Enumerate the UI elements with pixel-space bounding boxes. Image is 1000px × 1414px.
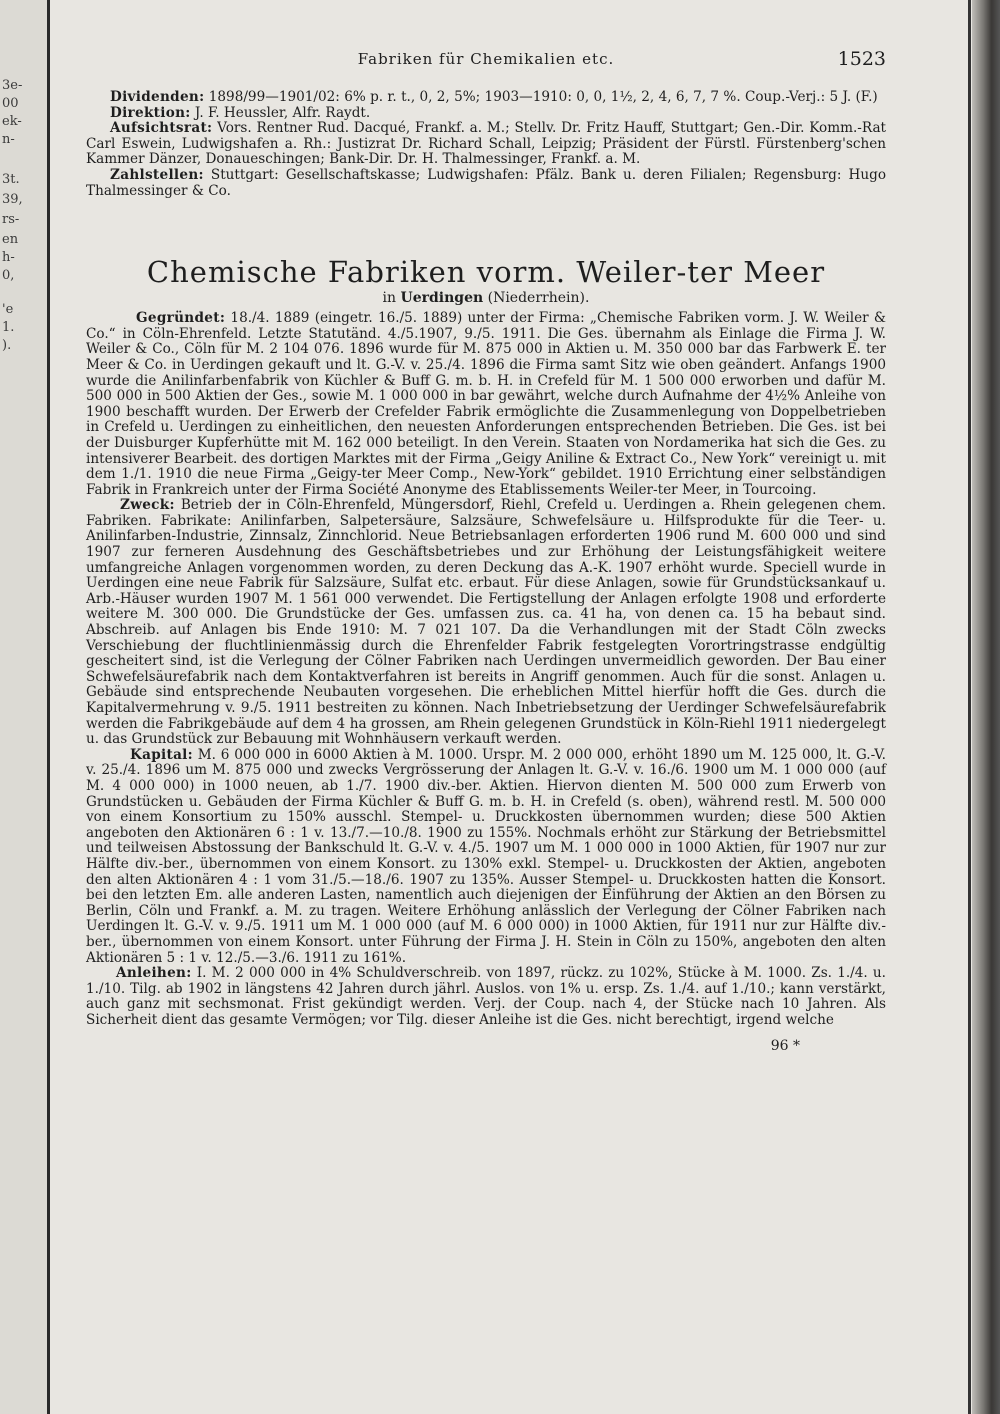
margin-fragment: 'e (2, 302, 14, 317)
location-suffix: (Niederrhein). (487, 290, 590, 307)
margin-fragment: 00 (2, 96, 19, 111)
location-city: Uerdingen (400, 290, 484, 307)
kapital-label: Kapital: (130, 746, 193, 763)
margin-fragment: h- (2, 250, 15, 265)
margin-fragment: ). (2, 338, 12, 353)
anleihen-label: Anleihen: (116, 965, 192, 982)
anleihen-text: I. M. 2 000 000 in 4% Schuldverschreib. von 1897, rückz. zu 102%, Stücke à M. 1000. Zs. 1./4. u. 1./10. Tilg. ab 1902 in längstens 42 Jahren durch jährl. Auslos. von 1% u. ersp. Zs. 1./4. auf 1./10.; kann verstärkt, auch ganz mit sechsmonat. Frist gekündigt werden. Verj. der Coup. nach 4, der Stücke nach 10 Jahren. Als Sicherheit dient das gesamte Vermögen; vor Tilg. dieser Anleihe ist die Ges. nicht berechtigt, irgend welche (86, 965, 887, 1028)
direktion-paragraph (86, 106, 886, 122)
zahlstellen-paragraph (86, 168, 886, 199)
aufsichtsrat-paragraph (86, 121, 886, 168)
margin-fragment: en (2, 232, 19, 247)
zweck-text: Betrieb der in Cöln-Ehrenfeld, Müngersdorf, Riehl, Crefeld u. Uerdingen a. Rhein gelegenen chem. Fabriken. Fabrikate: Anilinfarben, Salpetersäure, Salzsäure, Schwefelsäure u. Hilfsprodukte für die Teer- u. Anilinfarben-Industrie, Zinnsalz, Zinnchlorid. Neue Betriebsanlagen erforderten 1906 rund M. 600 000 und sind 1907 zur ferneren Ausdehnung des Geschäftsbetriebes und zur Erhöhung der Leistungsfähigkeit weitere umfangreiche Anlagen vorgenommen worden, zu deren Deckung das A.-K. 1907 erhöht wurde. Speciell wurde in Uerdingen eine neue Fabrik für Salzsäure, Sulfat etc. erbaut. Für diese Anlagen, sowie für Grundstücksankauf u. Arb.-Häuser wurden 1907 M. 1 561 000 verwendet. Die Fertigstellung der Anlagen erfolgte 1908 und erforderte weitere M. 300 000. Die Grundstücke der Ges. umfassen zus. ca. 41 ha, von denen ca. 15 ha bebaut sind. Abschreib. auf Anlagen bis Ende 1910: M. 7 021 107. Da die Verhandlungen mit der Stadt Cöln zwecks Verschiebung der fluchtlinienmässig durch die Ehrenfelder Fabrik festgelegten Vorortringstrasse endgültig gescheitert sind, ist die Verlegung der Cölner Fabriken nach Uerdingen unvermeidlich geworden. Der Bau einer Schwefelsäurefabrik nach dem Kontaktverfahren ist bereits in Angriff genommen. Auch für die sonst. Anlagen u. Gebäude sind entsprechende Neubauten vorgesehen. Die erheblichen Mittel hierfür hofft die Ges. durch die Kapitalvermehrung v. 9./5. 1911 bestreiten zu können. Nach Inbetriebsetzung der Uerdinger Schwefelsäurefabrik werden die Fabrikgebäude auf dem 4 ha grossen, am Rhein gelegenen Grundstück in Köln-Riehl 1911 niedergelegt u. das Grundstück zur Bebauung mit Wohnhäusern verkauft werden. (86, 497, 886, 748)
gegruendet-label: Gegründet: (136, 310, 226, 327)
margin-fragment: ek- (2, 114, 22, 129)
zweck-label: Zweck: (120, 497, 175, 514)
margin-fragment: 0, (2, 268, 15, 283)
margin-fragment: 3e- (2, 78, 23, 93)
margin-fragment: 39, (2, 192, 23, 207)
dividenden-paragraph (86, 90, 886, 106)
direktion-label: Direktion: (110, 104, 191, 121)
running-head-title: Fabriken für Chemikalien etc. (357, 50, 615, 68)
book-binding-edge (972, 0, 1000, 1414)
aufsichtsrat-text: Vors. Rentner Rud. Dacqué, Frankf. a. M.; Stellv. Dr. Fritz Hauff, Stuttgart; Gen.-Dir. Komm.-Rat Carl Eswein, Ludwigshafen a. Rh.: Justizrat Dr. Richard Schall, Leipzig; Präsident der Fürstl. Fürstenberg'schen Kammer Dänzer, Donaueschingen; Bank-Dir. Dr. H. Thalmessinger, Frankf. a. M. (86, 120, 887, 168)
margin-fragment: 1. (2, 320, 15, 335)
zweck-paragraph (86, 498, 886, 748)
entry-location (86, 289, 886, 307)
previous-entry (86, 90, 886, 199)
anleihen-paragraph (86, 966, 886, 1028)
kapital-text: M. 6 000 000 in 6000 Aktien à M. 1000. Urspr. M. 2 000 000, erhöht 1890 um M. 125 000, lt. G.-V. v. 25./4. 1896 um M. 875 000 und zwecks Vergrösserung der Anlagen lt. G.-V. v. 16./6. 1900 um M. 1 000 000 (auf M. 4 000 000) in 1000 neuen, ab 1./7. 1900 div.-ber. Aktien. Hiervon dienten M. 500 000 zum Erwerb von Grundstücken u. Gebäuden der Firma Küchler & Buff G. m. b. H. in Crefeld (s. oben), während restl. M. 500 000 von einem Konsortium zu 150% ausschl. Stempel- u. Druckkosten übernommen wurden; diese 500 Aktien angeboten den Aktionären 6 : 1 v. 13./7.—10./8. 1900 zu 155%. Nochmals erhöht zur Stärkung der Betriebsmittel und teilweisen Abstossung der Bankschuld lt. G.-V. v. 4./5. 1907 um M. 1 000 000 in 1000 Aktien, für 1907 nur zur Hälfte div.-ber., übernommen von einem Konsort. zu 130% exkl. Stempel- u. Druckkosten der Aktien, angeboten den alten Aktionären 4 : 1 vom 31./5.—18./6. 1907 zu 135%. Ausser Stempel- u. Druckkosten hatten die Konsort. bei den letzten Em. alle anderen Lasten, namentlich auch diejenigen der Einführung der Aktien an den Börsen zu Berlin, Cöln und Frankf. a. M. zu tragen. Weitere Erhöhung anlässlich der Verlegung der Cölner Fabriken nach Uerdingen lt. G.-V. v. 9./5. 1911 um M. 1 000 000 (auf M. 6 000 000) in 1000 Aktien, für 1911 nur zur Hälfte div.-ber., übernommen von einem Konsort. unter Führung der Firma J. H. Stein in Cöln zu 150%, angeboten den alten Aktionären 5 : 1 v. 12./5.—3./6. 1911 zu 161%. (86, 746, 886, 966)
page-number: 1523 (837, 48, 886, 70)
margin-fragment: rs- (2, 212, 20, 227)
direktion-text: J. F. Heussler, Alfr. Raydt. (194, 104, 371, 121)
adjacent-page-margin (0, 0, 50, 1414)
page-content (86, 48, 886, 1054)
dividenden-text: 1898/99—1901/02: 6% p. r. t., 0, 2, 5%; 1903—1910: 0, 0, 1½, 2, 4, 6, 7, 7 %. Coup.-Verj.: 5 J. (F.) (208, 89, 878, 105)
location-prefix: in (382, 290, 397, 307)
running-head (86, 48, 886, 74)
entry-title: Chemische Fabriken vorm. Weiler-ter Meer (146, 255, 826, 290)
margin-fragment: 3t. (2, 172, 20, 187)
sheet-signature: 96 * (770, 1038, 800, 1055)
dividenden-label: Dividenden: (110, 89, 205, 105)
zahlstellen-label: Zahlstellen: (110, 166, 204, 183)
gegruendet-paragraph (86, 311, 886, 498)
kapital-paragraph (86, 748, 886, 966)
margin-fragment: n- (2, 132, 15, 147)
aufsichtsrat-label: Aufsichtsrat: (110, 120, 213, 137)
gegruendet-text: 18./4. 1889 (eingetr. 16./5. 1889) unter der Firma: „Chemische Fabriken vorm. J. W. Weiler & Co.“ in Cöln-Ehrenfeld. Letzte Statutänd. 4./5.1907, 9./5. 1911. Die Ges. übernahm als Einlage die Firma J. W. Weiler & Co., Cöln für M. 2 104 076. 1896 wurde für M. 875 000 in Aktien u. M. 350 000 bar das Farbwerk E. ter Meer & Co. in Uerdingen gekauft und lt. G.-V. v. 25./4. 1896 die Firma samt Sitz wie oben geändert. Anfangs 1900 wurde die Anilinfarbenfabrik von Küchler & Buff G. m. b. H. in Crefeld für M. 1 500 000 erworben und dafür M. 500 000 in 500 Aktien der Ges., sowie M. 1 000 000 in bar gewährt, welche durch Aufnahme der 4½% Anleihe von 1900 beschafft wurden. Der Erwerb der Crefelder Fabrik ermöglichte die Zusammenlegung von Doppelbetrieben in Crefeld u. Uerdingen zu einheitlichen, den neuesten Anforderungen entsprechenden Betrieben. Die Ges. ist bei der Duisburger Kupferhütte mit M. 162 000 beteiligt. In den Verein. Staaten von Nordamerika hat sich die Ges. zu intensiverer Bearbeit. des dortigen Marktes mit der Firma „Geigy Aniline & Extract Co., New York“ vereinigt u. mit dem 1./1. 1910 die neue Firma „Geigy-ter Meer Comp., New-York“ gebildet. 1910 Errichtung einer selbständigen Fabrik in Frankreich unter der Firma Société Anonyme des Etablissements Weiler-ter Meer, in Tourcoing. (86, 310, 886, 498)
zahlstellen-text: Stuttgart: Gesellschaftskasse; Ludwigshafen: Pfälz. Bank u. deren Filialen; Regensburg: Hugo Thalmessinger & Co. (86, 166, 886, 199)
